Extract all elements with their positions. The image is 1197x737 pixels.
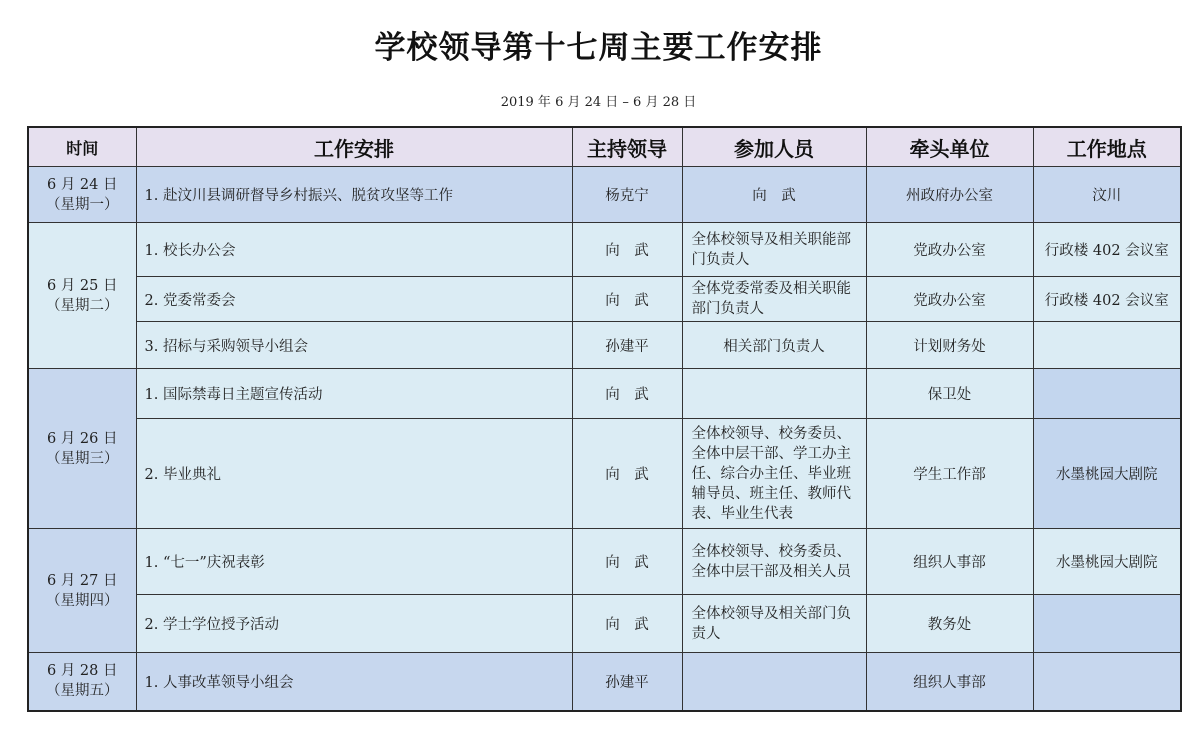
location-cell [1033,369,1181,419]
weekday-text: （星期五） [46,683,119,700]
table-row [28,369,1181,419]
leader-cell: 孙建平 [572,322,682,369]
unit-cell: 州政府办公室 [866,167,1033,223]
participants-cell: 全体校领导、校务委员、全体中层干部及相关人员 [682,529,866,595]
date-text: 6 月 25 日 [46,277,118,294]
table-row [28,167,1181,223]
header-location: 工作地点 [1033,127,1181,167]
header-work: 工作安排 [136,127,572,167]
table-row [28,277,1181,322]
unit-cell: 党政办公室 [866,223,1033,277]
unit-cell: 学生工作部 [866,419,1033,529]
location-cell: 行政楼 402 会议室 [1033,277,1181,322]
location-cell [1033,322,1181,369]
date-text: 6 月 27 日 [46,572,118,589]
weekday-text: （星期四） [46,592,119,609]
leader-cell: 向 武 [572,277,682,322]
work-cell: 1. “七一”庆祝表彰 [136,529,572,595]
date-range: 2019 年 6 月 24 日 – 6 月 28 日 [500,95,697,110]
participants-cell [682,369,866,419]
table-row [28,595,1181,653]
unit-cell: 教务处 [866,595,1033,653]
date-cell [28,529,136,653]
schedule-table [27,126,1182,712]
table-row [28,653,1181,711]
date-text: 6 月 24 日 [46,176,118,193]
leader-cell: 向 武 [572,419,682,529]
leader-cell: 向 武 [572,369,682,419]
unit-cell: 组织人事部 [866,653,1033,711]
participants-cell: 全体校领导、校务委员、全体中层干部、学工办主任、综合办主任、毕业班辅导员、班主任、教师代表、毕业生代表 [682,419,866,529]
date-text: 6 月 26 日 [46,430,118,447]
date-cell [28,223,136,369]
work-cell: 2. 党委常委会 [136,277,572,322]
weekday-text: （星期三） [46,450,119,467]
leader-cell: 向 武 [572,595,682,653]
participants-cell: 相关部门负责人 [682,322,866,369]
leader-cell: 孙建平 [572,653,682,711]
header-unit: 牵头单位 [866,127,1033,167]
participants-cell: 全体校领导及相关职能部门负责人 [682,223,866,277]
header-participants: 参加人员 [682,127,866,167]
unit-cell: 计划财务处 [866,322,1033,369]
date-cell [28,167,136,223]
unit-cell: 保卫处 [866,369,1033,419]
work-cell: 2. 毕业典礼 [136,419,572,529]
table-row [28,223,1181,277]
leader-cell: 向 武 [572,529,682,595]
location-cell: 行政楼 402 会议室 [1033,223,1181,277]
participants-cell [682,653,866,711]
participants-cell: 全体党委常委及相关职能部门负责人 [682,277,866,322]
participants-cell: 向 武 [682,167,866,223]
weekday-text: （星期一） [46,196,119,213]
work-cell: 1. 赴汶川县调研督导乡村振兴、脱贫攻坚等工作 [136,167,572,223]
location-cell [1033,653,1181,711]
work-cell: 1. 校长办公会 [136,223,572,277]
header-row [28,127,1181,167]
work-cell: 3. 招标与采购领导小组会 [136,322,572,369]
weekday-text: （星期二） [46,297,119,314]
location-cell: 水墨桃园大剧院 [1033,419,1181,529]
leader-cell: 向 武 [572,223,682,277]
location-cell: 汶川 [1033,167,1181,223]
page-title: 学校领导第十七周主要工作安排 [374,30,823,66]
leader-cell: 杨克宁 [572,167,682,223]
unit-cell: 组织人事部 [866,529,1033,595]
participants-cell: 全体校领导及相关部门负责人 [682,595,866,653]
work-cell: 2. 学士学位授予活动 [136,595,572,653]
date-text: 6 月 28 日 [46,663,118,680]
header-leader: 主持领导 [572,127,682,167]
work-cell: 1. 国际禁毒日主题宣传活动 [136,369,572,419]
date-cell [28,653,136,711]
location-cell [1033,595,1181,653]
unit-cell: 党政办公室 [866,277,1033,322]
table-row [28,529,1181,595]
table-row [28,322,1181,369]
table-row [28,419,1181,529]
location-cell: 水墨桃园大剧院 [1033,529,1181,595]
date-cell [28,369,136,529]
work-cell: 1. 人事改革领导小组会 [136,653,572,711]
header-time: 时间 [28,127,136,167]
